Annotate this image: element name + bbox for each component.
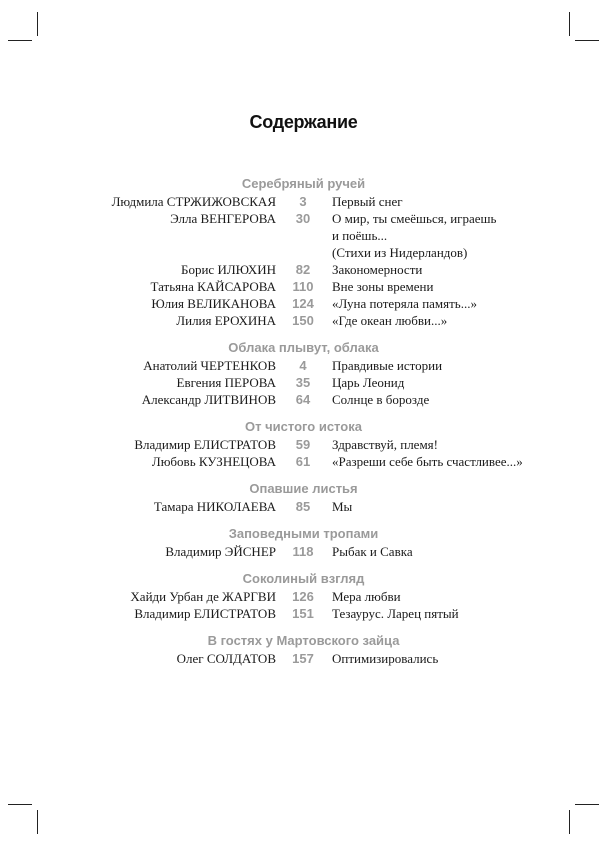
entry-work-title: Закономерности: [332, 262, 423, 277]
entry-page-number: 124: [292, 296, 314, 311]
section-title: Опавшие листья: [249, 481, 358, 496]
entry-author: Евгения ПЕРОВА: [176, 375, 276, 390]
entry-author: Лилия ЕРОХИНА: [176, 313, 276, 328]
toc-section: [0, 479, 607, 515]
entry-author: Хайди Урбан де ЖАРГВИ: [130, 589, 276, 604]
entry-author: Владимир ЕЛИСТРАТОВ: [134, 437, 276, 452]
entry-page-number: 35: [295, 375, 311, 390]
toc-entry[interactable]: [0, 312, 607, 329]
entry-page-number: 110: [292, 279, 314, 294]
entry-work-title: Первый снег: [332, 194, 403, 209]
entry-work-title: Солнце в борозде: [332, 392, 430, 407]
entry-page-number: 30: [295, 211, 311, 226]
entry-author: Любовь КУЗНЕЦОВА: [151, 454, 276, 469]
crop-mark-top-right-horizontal: [575, 40, 599, 41]
entry-author: Владимир ЕЛИСТРАТОВ: [134, 606, 276, 621]
section-title: От чистого истока: [245, 419, 362, 434]
entry-page-number: 118: [292, 544, 314, 559]
entry-page-number: 151: [292, 606, 314, 621]
toc-entry[interactable]: [0, 278, 607, 295]
entry-page-number: 59: [295, 437, 311, 452]
entry-page-number: 126: [292, 589, 314, 604]
toc-entry[interactable]: [0, 453, 607, 470]
entry-page-number: 157: [292, 651, 314, 666]
entry-page-number: 64: [295, 392, 311, 407]
entry-author: Людмила СТРЖИЖОВСКАЯ: [111, 194, 276, 209]
toc-entry[interactable]: [0, 543, 607, 560]
crop-mark-bottom-left-vertical: [37, 810, 38, 834]
entry-page-number: 82: [295, 262, 311, 277]
entry-work-title: Мы: [332, 499, 353, 514]
entry-page-number: 61: [295, 454, 311, 469]
entry-work-title: Рыбак и Савка: [332, 544, 413, 559]
toc-entry[interactable]: [0, 357, 607, 374]
toc-entry[interactable]: [0, 374, 607, 391]
entry-work-title: Царь Леонид: [332, 375, 405, 390]
entry-work-title: Оптимизировались: [332, 651, 439, 666]
toc-entry[interactable]: [0, 193, 607, 210]
entry-page-number: 3: [299, 194, 307, 209]
entry-page-number: 85: [295, 499, 311, 514]
toc-section: [0, 417, 607, 470]
toc-section: [0, 524, 607, 560]
entry-work-title: Мера любви: [332, 589, 401, 604]
entry-author: Элла ВЕНГЕРОВА: [170, 211, 276, 226]
toc-section: [0, 174, 607, 329]
crop-mark-bottom-left-horizontal: [8, 804, 32, 805]
entry-page-number: 4: [299, 358, 307, 373]
entry-work-title: Тезаурус. Ларец пятый: [332, 606, 459, 621]
toc-entry[interactable]: [0, 436, 607, 453]
entry-work-title: «Разреши себе быть счастливее...»: [332, 454, 523, 469]
entry-author: Владимир ЭЙСНЕР: [165, 544, 276, 559]
section-title: Облака плывут, облака: [228, 340, 379, 355]
entry-work-title: Вне зоны времени: [332, 279, 434, 294]
section-title: В гостях у Мартовского зайца: [207, 633, 400, 648]
entry-work-title: «Луна потеряла память...»: [332, 296, 477, 311]
entry-author: Борис ИЛЮХИН: [181, 262, 276, 277]
toc-entry[interactable]: [0, 605, 607, 622]
crop-mark-top-left-horizontal: [8, 40, 32, 41]
entry-author: Татьяна КАЙСАРОВА: [150, 279, 276, 294]
entry-author: Александр ЛИТВИНОВ: [141, 392, 276, 407]
toc-entry[interactable]: [0, 210, 607, 227]
toc-entry[interactable]: [0, 261, 607, 278]
entry-work-title-continuation: (Стихи из Нидерландов): [332, 245, 468, 260]
entry-work-title: О мир, ты смеёшься, играешь: [332, 211, 497, 226]
toc-entry[interactable]: [0, 498, 607, 515]
table-of-contents: [0, 174, 607, 676]
entry-work-title: Правдивые истории: [332, 358, 443, 373]
entry-work-title: «Где океан любви...»: [332, 313, 448, 328]
toc-entry[interactable]: [0, 650, 607, 667]
entry-author: Олег СОЛДАТОВ: [176, 651, 276, 666]
entry-work-title: Здравствуй, племя!: [332, 437, 438, 452]
section-title: Соколиный взгляд: [242, 571, 365, 586]
toc-section: [0, 338, 607, 408]
crop-mark-top-right-vertical: [569, 12, 570, 36]
section-title: Серебряный ручей: [241, 176, 366, 191]
crop-mark-bottom-right-vertical: [569, 810, 570, 834]
entry-work-title-continuation: и поёшь...: [332, 228, 388, 243]
entry-author: Тамара НИКОЛАЕВА: [153, 499, 276, 514]
crop-mark-bottom-right-horizontal: [575, 804, 599, 805]
toc-entry[interactable]: [0, 391, 607, 408]
toc-entry[interactable]: [0, 588, 607, 605]
entry-author: Юлия ВЕЛИКАНОВА: [151, 296, 276, 311]
crop-mark-top-left-vertical: [37, 12, 38, 36]
toc-entry[interactable]: [0, 295, 607, 312]
page-title: Содержание: [249, 112, 358, 132]
entry-page-number: 150: [292, 313, 314, 328]
section-title: Заповедными тропами: [228, 526, 379, 541]
toc-section: [0, 631, 607, 667]
entry-author: Анатолий ЧЕРТЕНКОВ: [143, 358, 276, 373]
toc-section: [0, 569, 607, 622]
